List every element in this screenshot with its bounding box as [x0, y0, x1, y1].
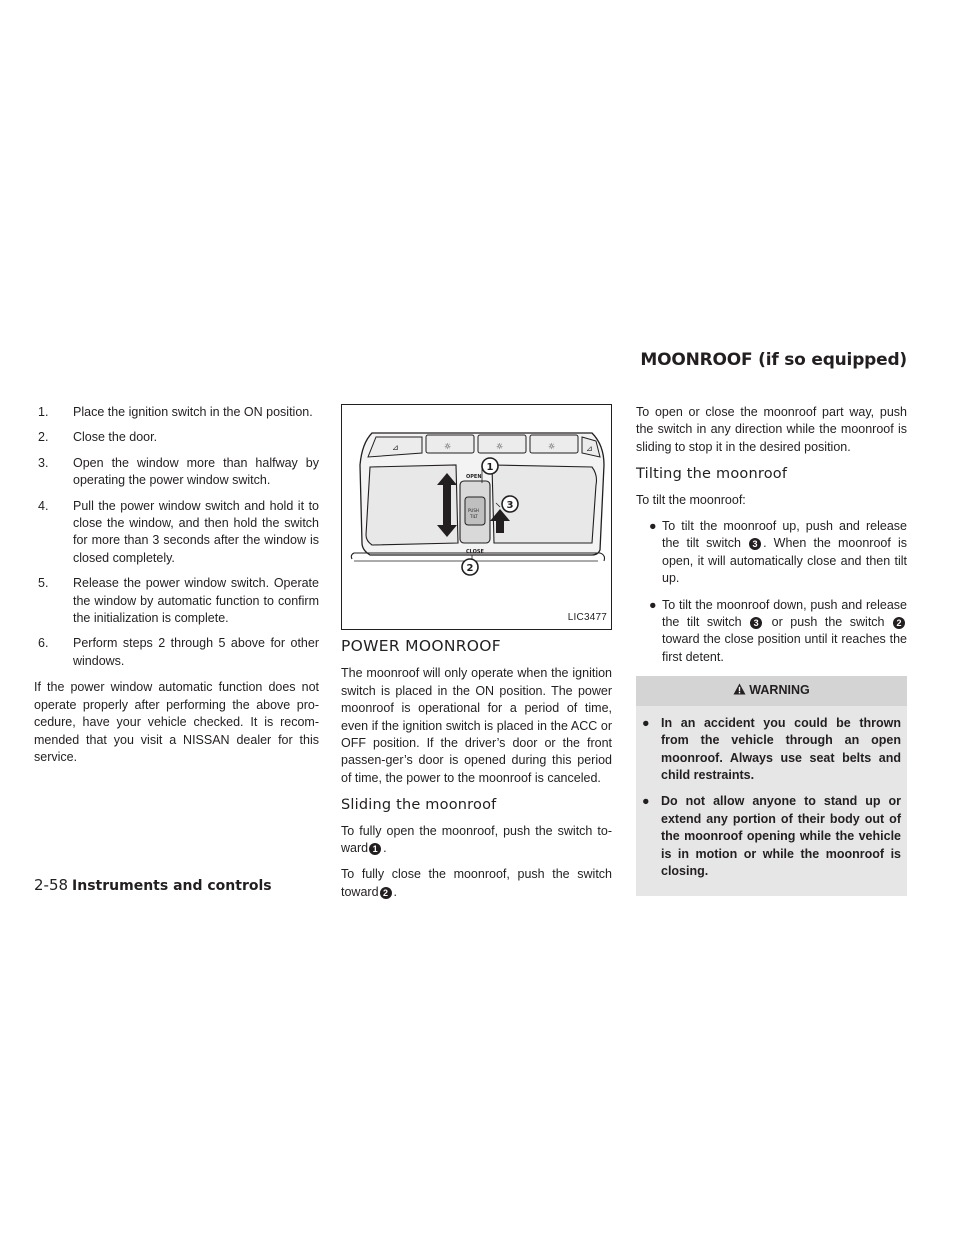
step-item: [34, 429, 319, 446]
text-run: .: [383, 841, 387, 856]
switch-panel-drawing: [342, 405, 611, 629]
text-run: In an accident you could be thrown from the vehicle through an open moonroof. Always use seat belts and child restraints.: [661, 715, 901, 782]
chapter-title: Instruments and controls: [72, 878, 272, 894]
page-number: 2-58: [34, 876, 69, 894]
svg-text:2: 2: [466, 563, 474, 574]
lamp-icon: ☼: [444, 442, 452, 451]
step-item: [34, 404, 319, 421]
text-run: Do not allow anyone to stand up or extend any portion of their body out of the moonroof opening while the vehicle is in motion or while the moonroof is closing.: [661, 794, 901, 878]
text-run: or push the switch: [771, 615, 885, 630]
step-item: [34, 455, 319, 490]
sliding-open-text: [341, 823, 612, 858]
step-item: [34, 575, 319, 627]
bullet-icon: ●: [642, 715, 650, 730]
open-label: OPEN: [466, 474, 482, 480]
warning-item: [642, 793, 901, 880]
moonroof-switch-illustration: [341, 404, 612, 630]
power-moonroof-heading: POWER MOONROOF: [341, 637, 502, 655]
warning-icon: [733, 683, 746, 695]
column-3: [636, 404, 907, 896]
text-run: To tilt the moonroof down, push and release the tilt switch: [662, 597, 907, 630]
ref-circle-3: 3: [749, 538, 761, 550]
callout-2: [462, 559, 478, 575]
text-run: toward the close position until it reaches the first detent.: [662, 632, 907, 664]
column-1: [34, 404, 319, 775]
column-2: [341, 404, 612, 910]
ref-circle-3: 3: [750, 617, 762, 629]
step-text: Release the power window switch. Operate the window by automatic function to confirm the initialization is complete.: [73, 576, 319, 626]
svg-text:3: 3: [506, 500, 514, 511]
initialization-steps: [34, 404, 319, 670]
lamp-icon: ⊿: [586, 444, 593, 453]
tilt-label: TILT: [470, 514, 478, 519]
section-title: MOONROOF (if so equipped): [640, 350, 907, 370]
step-item: [34, 498, 319, 568]
push-label: PUSH: [468, 508, 479, 513]
page-footer: [34, 876, 272, 894]
step-text: Close the door.: [73, 430, 158, 445]
tilting-heading: Tilting the moonroof: [636, 466, 788, 483]
partial-open-text: To open or close the moonroof part way, push the switch in any direction while the moonroof is sliding to stop it in the desired position.: [636, 405, 907, 454]
step-number: 5.: [38, 576, 49, 591]
step-number: 4.: [38, 498, 49, 513]
list-item: [636, 597, 907, 667]
text-run: .: [393, 884, 398, 899]
warning-item: [642, 715, 901, 785]
power-moonroof-text: The moonroof will only operate when the ignition switch is placed in the ON position. The power moonroof is operational for a period of time, even if the ignition switch is placed in the ACC or OFF position. If the driver’s door or the front passen-ger’s door is opened during this period of time, the power to the moonroof is canceled.: [341, 666, 612, 785]
lamp-icon: ☼: [548, 442, 556, 451]
callout-1: [482, 458, 498, 474]
step-number: 2.: [38, 430, 49, 445]
text-run: To tilt the moonroof up, push and release the tilt switch: [662, 519, 907, 551]
text-run: To fully open the moonroof, push the switch to-ward: [341, 823, 612, 856]
ref-circle-1: 1: [369, 843, 381, 855]
step-number: 3.: [38, 455, 49, 470]
step-text: Open the window more than halfway by operating the power window switch.: [73, 455, 319, 488]
callout-3: [502, 496, 518, 512]
warning-header: [636, 676, 907, 705]
svg-text:1: 1: [486, 462, 494, 473]
bullet-icon: ●: [649, 597, 657, 612]
step-text: Perform steps 2 through 5 above for other windows.: [73, 636, 319, 668]
tilting-intro: To tilt the moonroof:: [636, 492, 746, 507]
lamp-icon: ⊿: [392, 443, 399, 452]
step-number: 1.: [38, 405, 49, 419]
bullet-icon: ●: [642, 794, 650, 809]
text-run: . When the moonroof is open, it will automatically close and then tilt up.: [662, 536, 907, 586]
sliding-heading: Sliding the moonroof: [341, 797, 497, 814]
figure-id: LIC3477: [567, 611, 607, 623]
warning-list: [642, 715, 901, 881]
sliding-close-text: [341, 866, 612, 901]
text-run: To fully close the moonroof, push the switch toward: [341, 867, 612, 899]
step-item: [34, 635, 319, 670]
bullet-icon: ●: [649, 519, 657, 534]
ref-circle-2: 2: [893, 617, 905, 629]
ref-circle-2: 2: [380, 887, 392, 899]
close-label: CLOSE: [466, 549, 484, 555]
step-text: Pull the power window switch and hold it to close the window, and then hold the switch for more than 3 seconds after the window is closed completely.: [73, 498, 319, 565]
step-text: Place the ignition switch in the ON position.: [73, 405, 313, 419]
warning-title: WARNING: [749, 683, 810, 698]
tilting-list: [636, 518, 907, 666]
step-number: 6.: [38, 636, 49, 651]
warning-box: [636, 676, 907, 896]
lamp-icon: ☼: [496, 442, 504, 451]
list-item: [636, 518, 907, 588]
service-note: If the power window automatic function does not operate properly after performing the above pro-cedure, have your vehicle checked. It is recom-mended that you visit a NISSAN dealer for this service.: [34, 680, 319, 764]
